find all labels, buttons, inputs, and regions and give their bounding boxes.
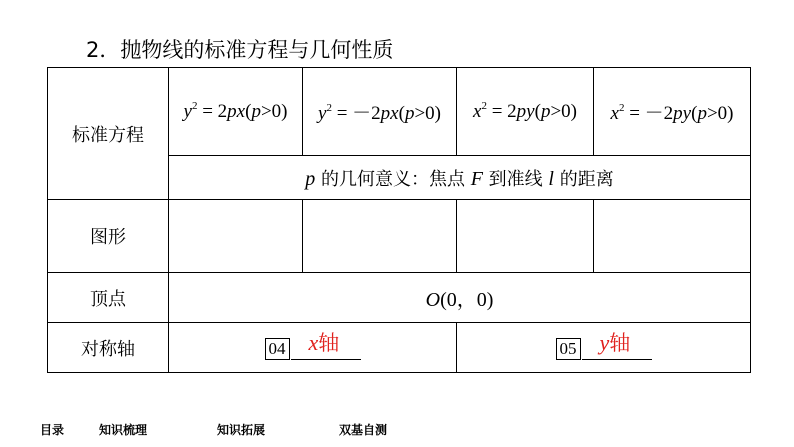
equation-cell-2: $y^2 = -2px(p>0)$ (303, 68, 457, 156)
axis-cell-y (457, 323, 751, 373)
answer-blank (582, 330, 652, 360)
equation-cell-4: $x^2 = -2py(p>0)$ (594, 68, 751, 156)
axis-cell-x (169, 323, 457, 373)
answer-text: y轴 (599, 330, 631, 355)
answer-number-box: 05 (556, 338, 581, 360)
footer-link-knowledge-extension[interactable]: 知识拓展 (217, 423, 266, 437)
row-header-figure: 图形 (48, 200, 169, 273)
footer-link-self-test[interactable]: 双基自测 (339, 423, 388, 437)
figure-cell-2 (303, 200, 457, 273)
section-heading: 2．抛物线的标准方程与几何性质 (86, 38, 394, 62)
row-header-vertex: 顶点 (48, 273, 169, 323)
answer-text: x轴 (308, 330, 340, 355)
figure-cell-1 (169, 200, 303, 273)
equation-cell-1: $y^2 = 2px(p>0)$ (169, 68, 303, 156)
answer-number-box: 04 (265, 338, 290, 360)
answer-blank (291, 330, 361, 360)
figure-cell-4 (594, 200, 751, 273)
vertex-cell: O(0，0) (169, 273, 751, 323)
footer-link-contents[interactable]: 目录 (40, 423, 65, 437)
figure-cell-3 (457, 200, 594, 273)
parabola-properties-table (47, 67, 751, 373)
geometric-meaning-cell: p 的几何意义：焦点 F 到准线 l 的距离 (169, 156, 751, 200)
row-header-axis: 对称轴 (48, 323, 169, 373)
equation-cell-3: $x^2 = 2py(p>0)$ (457, 68, 594, 156)
row-header-standard-equation: 标准方程 (48, 68, 169, 200)
footer-link-knowledge-review[interactable]: 知识梳理 (99, 423, 148, 437)
